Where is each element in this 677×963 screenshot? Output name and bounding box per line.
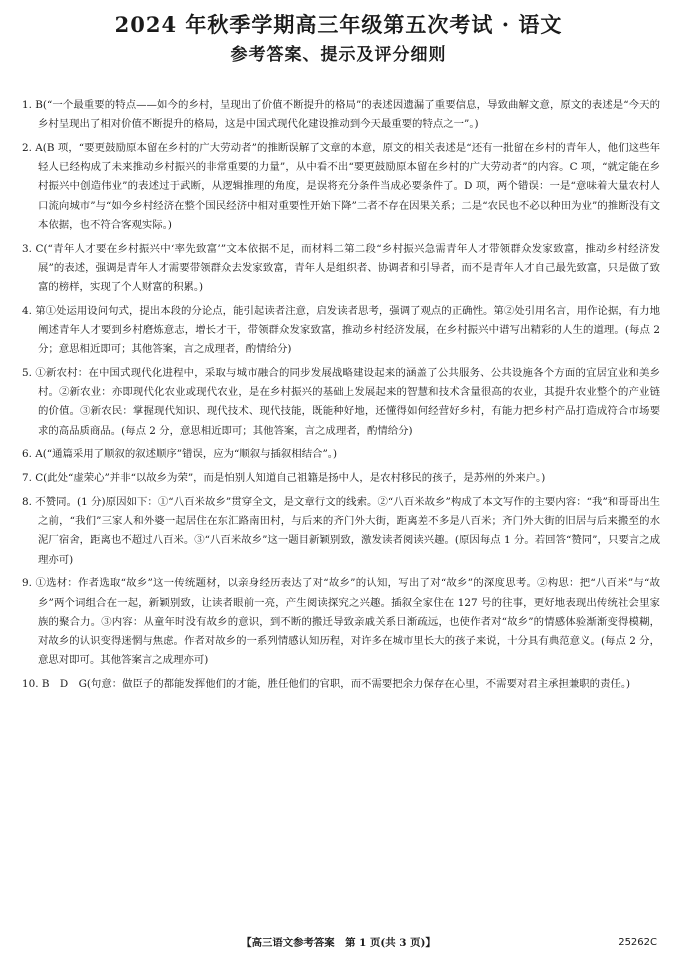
answer-list [22, 96, 660, 694]
page-footer [0, 934, 677, 952]
answer-item-1: 1. B(“一个最重要的特点——如今的乡村，呈现出了价值不断提升的格局”的表述因遗漏了重要信息，导致曲解文意，原文的表述是“今天的乡村呈现出了相对价值不断提升的格局，这是中国式现代化建设推动到今天最重要的特点之一”。) [22, 99, 660, 131]
page-subtitle: 参考答案、提示及评分细则 [230, 45, 447, 65]
answer-item-5: 5. ①新农村：在中国式现代化进程中，采取与城市融合的同步发展战略建设起来的涵盖了公共服务、公共设施各个方面的宜居宜业和美乡村。②新农业：亦即现代化农业或现代农业，是在乡村振兴的基础上发展起来的智慧和技术含量很高的农业，其提升农业整个的产业链的价值。③新农民：掌握现代知识、现代技术、现代技能，既能种好地，还懂得如何经营好乡村，有能力把乡村产品打造成符合市场要求的高品质商品。(每点 2 分，意思相近即可；其他答案，言之成理者，酌情给分) [22, 367, 660, 437]
answer-item-3: 3. C(“青年人才要在乡村振兴中‘率先致富’”文本依据不足，而材料二第二段“乡村振兴急需青年人才带领群众发家致富，推动乡村经济发展”的表述，强调是青年人才需要带领群众去发家致富，青年人是组织者、协调者和引导者，而不是青年人才自己最先致富，只是做了致富的榜样，实现了个人财富的积累。) [22, 242, 660, 294]
answer-item-2: 2. A(B 项，“要更鼓励原本留在乡村的广大劳动者”的推断误解了文章的本意，原文的相关表述是“还有一批留在乡村的青年人，他们这些年轻人已经构成了未来推动乡村振兴的非常重要的力量”，从中看不出“要更鼓励原本留在乡村的广大劳动者”的内容。C 项，“就定能在乡村振兴中创造伟业”的表述过于武断，从逻辑推理的角度，是误将充分条件当成必要条件了。D 项，两个错误：一是“意味着大量农村人口流向城市”与“如今乡村经济在整个国民经济中相对重要性开始下降”二者不存在因果关系；二是“农民也不必以种田为业”的推断没有文本依据，也不符合客观实际。) [22, 142, 660, 231]
answer-item-10: 10. B D G(句意：做臣子的都能发挥他们的才能，胜任他们的官职，而不需要把余力保存在心里，不需要对君主承担兼职的责任。) [22, 678, 631, 691]
footer-page-label: 【高三语文参考答案 第 1 页(共 3 页)】 [241, 937, 436, 949]
answer-item-6: 6. A(“通篇采用了顺叙的叙述顺序”错误，应为“顺叙与插叙相结合”。) [22, 448, 338, 461]
footer-doc-code: 25262C [618, 937, 657, 948]
answer-item-8: 8. 不赞同。(1 分)原因如下：①“八百米故乡”贯穿全文，是文章行文的线索。②“八百米故乡”构成了本文写作的主要内容：“我”和哥哥出生之前，“我们”三家人和外婆一起居住在东汇路南田村，与后来的齐门外大街，距离差不多是八百米；齐门外大街的旧居与后来搬至的水泥厂宿舍，距离也不超过八百米。③“八百米故乡”这一题目新颖别致，激发读者阅读兴趣。(原因每点 1 分。若回答“赞同”，只要言之成理亦可) [22, 496, 660, 566]
answer-item-9: 9. ①选材：作者选取“故乡”这一传统题材，以亲身经历表达了对“故乡”的认知，写出了对“故乡”的深度思考。②构思：把“八百米”与“故乡”两个词组合在一起，新颖别致，让读者眼前一亮，产生阅读探究之兴趣。插叙全家住在 127 号的往事，更好地表现出传统社会里家族的聚合力。③内容：从童年时没有故乡的意识，到不断的搬迁导致亲戚关系日渐疏远，也使作者对“故乡”的情感体验渐渐变得模糊，对故乡的认识变得迷惘与焦虑。作者对故乡的一系列情感认知历程，对许多在城市里长大的孩子来说，十分具有典范意义。(每点 2 分，意思对即可。其他答案言之成理亦可) [22, 577, 660, 667]
answer-item-4: 4. 第①处运用设问句式，提出本段的分论点，能引起读者注意，启发读者思考，强调了观点的正确性。第②处引用名言，用作论据，有力地阐述青年人才要到乡村磨炼意志，增长才干，带领群众发家致富，推动乡村经济发展，在乡村振兴中谱写出精彩的人生的道理。(每点 2 分；意思相近即可；其他答案，言之成理者，酌情给分) [22, 304, 660, 356]
answer-item-7: 7. C(此处“虚荣心”并非“以故乡为荣”，而是怕别人知道自己祖籍是扬中人，是农村移民的孩子，是苏州的外来户。) [22, 472, 546, 485]
page-title: 2024 年秋季学期高三年级第五次考试 · 语文 [114, 12, 563, 37]
